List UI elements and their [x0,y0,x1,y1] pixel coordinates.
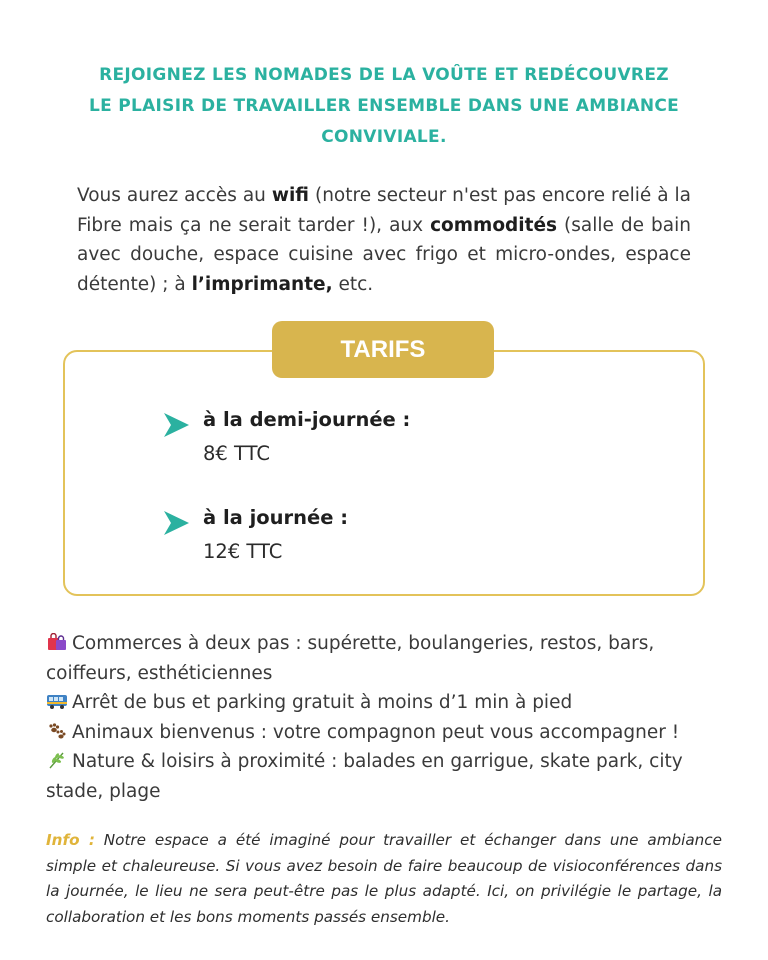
intro-bold-commodites: commodités [430,214,558,236]
features-list [46,629,726,806]
bus-icon [46,692,68,710]
tarif-label: à la demi-journée : [203,408,411,431]
heading-line: LE PLAISIR DE TRAVAILLER ENSEMBLE DANS UNE AMBIANCE [88,96,680,116]
intro-text: etc. [332,273,374,295]
intro-text: (notre secteur n'est pas encore relié à la Fibre mais ça ne serait tarder !), aux [77,185,691,236]
list-item-continuation: stade, plage [46,780,161,802]
intro-bold-imprimante: l’imprimante, [191,273,333,295]
list-item-text: Animaux bienvenus : votre compagnon peut vous accompagner ! [72,721,680,743]
info-tag: Info : [46,831,95,849]
tarifs-box [63,350,705,596]
info-note [46,828,722,930]
list-item [46,629,726,659]
list-item [46,718,726,748]
intro-text: (salle de bain avec douche, espace cuisine avec frigo et micro-ondes, espace détente) ; à [77,214,691,295]
paw-prints-icon [46,722,68,740]
herb-icon [46,751,68,769]
intro-bold-wifi: wifi [271,185,310,206]
intro-text: Vous aurez accès au [77,185,272,206]
arrow-right-icon [162,412,190,438]
arrow-right-icon [162,510,190,536]
list-item-continuation: coiffeurs, esthéticiennes [46,662,273,684]
shopping-bags-icon [46,633,68,651]
list-item-text: Nature & loisirs à proximité : balades en garrigue, skate park, city [72,751,683,772]
heading-line: CONVIVIALE. [321,127,447,147]
list-item-text: Arrêt de bus et parking gratuit à moins d’1 min à pied [72,692,573,713]
list-item [46,688,726,718]
tarif-label: à la journée : [203,506,349,529]
info-text: Notre espace a été imaginé pour travailler et échanger dans une ambiance simple et chaleureuse. Si vous avez besoin de faire beaucoup de visioconférences dans la journée, le lieu ne sera peut-être pas le plus adapté. Ici, on privilégie le partage, la collaboration et les bons moments passés ensemble. [46,831,722,926]
list-item [46,747,726,777]
intro-paragraph [77,181,691,299]
list-item-text: Commerces à deux pas : supérette, boulangeries, restos, bars, [72,633,655,654]
page-heading [60,60,708,153]
tarifs-badge: TARIFS [272,321,494,378]
tarif-price: 8€ TTC [203,442,270,465]
tarif-price: 12€ TTC [203,540,283,563]
heading-line: REJOIGNEZ LES NOMADES DE LA VOÛTE ET REDÉCOUVREZ [99,65,669,85]
